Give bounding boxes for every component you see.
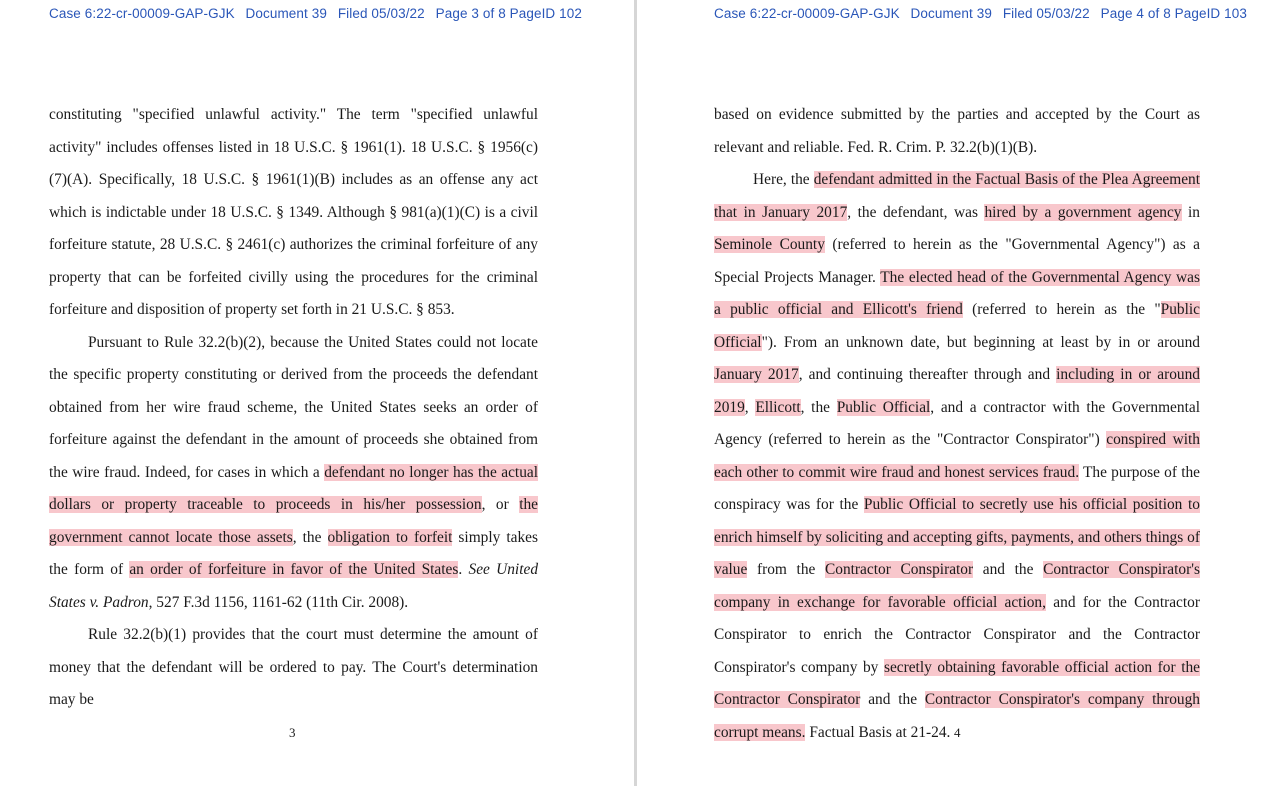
paragraph: based on evidence submitted by the parties and accepted by the Court as relevant and reliable. Fed. R. Crim. P. 32.2(b)(1)(B). bbox=[714, 106, 1200, 156]
text-run: Here, the bbox=[753, 171, 814, 188]
highlighted-text: hired by a government agency bbox=[984, 203, 1182, 221]
paragraph: constituting "specified unlawful activity." The term "specified unlawful activity" includes offenses listed in 18 U.S.C. § 1961(1). 18 U.S.C. § 1956(c)(7)(A). Specifically, 18 U.S.C. § 1961(1)(B) includes as an offense any act which is indictable under 18 U.S.C. § 1349. Although § 981(a)(1)(C) is a civil forfeiture statute, 28 U.S.C. § 2461(c) authorizes the criminal forfeiture of any property that can be forfeited civilly using the procedures for the criminal forfeiture and disposition of property set forth in 21 U.S.C. § 853. bbox=[49, 106, 538, 318]
page-number: 3 bbox=[289, 725, 296, 740]
highlighted-text: obligation to forfeit bbox=[327, 528, 453, 546]
page-header bbox=[49, 6, 589, 21]
document-page-4 bbox=[637, 0, 1280, 786]
text-run: from the bbox=[747, 561, 825, 578]
page-number: 4 bbox=[954, 725, 961, 740]
text-run: (referred to herein as the "Governmental Agency") as a Special Projects Manager. bbox=[714, 236, 1200, 286]
text-run: , or bbox=[481, 496, 520, 513]
page-info: Page 3 of 8 PageID 102 bbox=[435, 6, 582, 21]
text-run: , 527 F.3d 1156, 1161-62 (11th Cir. 2008). bbox=[148, 593, 409, 611]
text-run: Factual Basis at 21-24. bbox=[805, 723, 951, 741]
text-run: "). From an unknown date, but beginning at least by in or around bbox=[761, 333, 1200, 351]
document-number: Document 39 bbox=[910, 6, 992, 21]
text-run: and the bbox=[860, 691, 925, 708]
paragraph bbox=[714, 164, 1200, 749]
highlighted-text: conspired with each other to commit wire fraud and honest services fraud. bbox=[714, 431, 1201, 481]
highlighted-text: an order of forfeiture in favor of the United States bbox=[129, 561, 459, 578]
highlighted-text: Contractor Conspirator bbox=[825, 561, 974, 578]
page-body bbox=[49, 99, 538, 717]
highlighted-text: the government cannot locate those assets bbox=[49, 496, 538, 546]
text-run: . bbox=[458, 561, 469, 578]
paragraph bbox=[49, 327, 538, 620]
highlighted-text: defendant no longer has the actual dollars or property traceable to proceeds in his/her possession bbox=[49, 463, 538, 513]
text-run: , and continuing thereafter through and bbox=[798, 366, 1057, 383]
text-run: , the bbox=[292, 528, 328, 546]
text-run: , the bbox=[800, 398, 837, 416]
page-header bbox=[714, 6, 1254, 21]
text-run: Pursuant to Rule 32.2(b)(2), because the United States could not locate the specific property constituting or derived from the proceeds the defendant obtained from her wire fraud scheme, the United States seeks an order of forfeiture against the defendant in the amount of proceeds she obtained from the wire fraud. Indeed, for cases in which a bbox=[49, 333, 538, 481]
text-run: simply takes the form of bbox=[49, 528, 538, 578]
text-run: and for the Contractor Conspirator to enrich the Contractor Conspirator and the Contractor Conspirator's company by bbox=[714, 593, 1200, 676]
filed-date: Filed 05/03/22 bbox=[337, 6, 425, 21]
text-run: , bbox=[744, 398, 756, 416]
highlighted-text: The elected head of the Governmental Agency was a public official and Ellicott's friend bbox=[714, 268, 1200, 318]
filed-date: Filed 05/03/22 bbox=[1002, 6, 1090, 21]
highlighted-text: Public Official bbox=[836, 398, 931, 416]
highlighted-text: Contractor Conspirator's company through corrupt means. bbox=[714, 691, 1200, 741]
document-page-3 bbox=[0, 0, 634, 786]
highlighted-text: Seminole County bbox=[714, 236, 825, 253]
highlighted-text: defendant admitted in the Factual Basis of the Plea Agreement that in January 2017 bbox=[714, 171, 1201, 221]
page-body bbox=[714, 99, 1200, 749]
highlighted-text: Public Official to secretly use his official position to enrich himself by soliciting and accepting gifts, payments, and others things of value bbox=[714, 496, 1200, 578]
case-number: Case 6:22-cr-00009-GAP-GJK bbox=[49, 6, 235, 21]
document-number: Document 39 bbox=[245, 6, 327, 21]
highlighted-text: secretly obtaining favorable official action for the Contractor Conspirator bbox=[714, 658, 1200, 708]
highlighted-text: Contractor Conspirator's company in exchange for favorable official action, bbox=[714, 561, 1200, 611]
highlighted-text: including in or around 2019 bbox=[714, 366, 1200, 416]
text-run: and the bbox=[973, 561, 1044, 578]
highlighted-text: Ellicott bbox=[755, 398, 801, 416]
text-run: (referred to herein as the " bbox=[962, 301, 1161, 318]
text-run: , and a contractor with the Governmental Agency (referred to herein as the "Contractor Conspirator") bbox=[714, 398, 1200, 448]
highlighted-text: Public Official bbox=[714, 301, 1200, 351]
paragraph: Rule 32.2(b)(1) provides that the court must determine the amount of money that the defendant will be ordered to pay. The Court's determination may be bbox=[49, 626, 538, 708]
text-run: in bbox=[1181, 203, 1200, 221]
case-number: Case 6:22-cr-00009-GAP-GJK bbox=[714, 6, 900, 21]
highlighted-text: January 2017 bbox=[714, 366, 799, 383]
page-info: Page 4 of 8 PageID 103 bbox=[1100, 6, 1247, 21]
text-run: , the defendant, was bbox=[847, 203, 985, 221]
text-run: The purpose of the conspiracy was for the bbox=[714, 463, 1201, 513]
case-citation: See United States v. Padron bbox=[49, 561, 539, 611]
